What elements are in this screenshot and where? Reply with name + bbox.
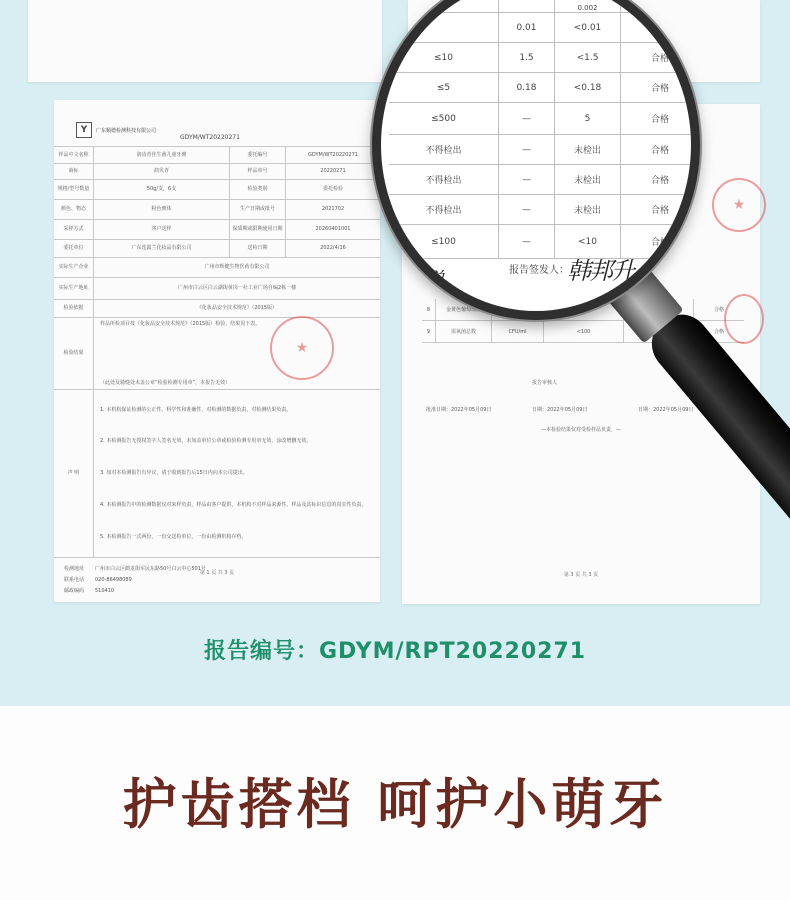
contact-label: 检测地址 [63, 565, 84, 572]
official-seal-icon: ★ [270, 316, 334, 380]
result: 未检出 [555, 195, 621, 224]
form-label: 委托编号 [230, 147, 286, 163]
slogan: 护齿搭档 呵护小萌牙 [122, 773, 668, 836]
detection-limit [499, 0, 555, 12]
statement: 3. 如对本检测报告有异议，请于收到报告后15日内向本公司提出。 [100, 470, 248, 477]
report-number: 报告编号：GDYM/RPT20220271 [203, 639, 587, 664]
detection-limit: — [499, 165, 555, 194]
verdict: 合格 [713, 329, 724, 335]
form-label: 样品单号 [230, 164, 286, 179]
detection-limit: 1.5 [499, 43, 555, 72]
magnifier-lens [372, 0, 700, 320]
form-value: 50g/支，6支 [94, 180, 230, 199]
detection-limit: — [499, 135, 555, 164]
handwritten-signature: 韩邦升 [567, 257, 633, 285]
form-label: 检验结果 [54, 318, 94, 389]
result: <100 [544, 321, 624, 342]
form-value: 2022/4/16 [320, 245, 346, 252]
form-value: 《化妆品安全技术规范》（2015版） [196, 305, 278, 312]
form-row [54, 258, 380, 278]
page-footer: 第 1 页 共 3 页 [199, 570, 235, 576]
form-label: 检验类别 [230, 180, 286, 199]
form-row [54, 200, 380, 220]
statement: 1. 本机构保证检测的公正性、科学性和准确性，对检测的数据负责，对检测结果负责。 [100, 406, 292, 413]
verdict: 合格 [650, 84, 669, 94]
verdict: 合格 [650, 54, 669, 64]
org-name: 广东顺德检测科技有限公司 [96, 127, 157, 134]
form-value: 委托检验 [322, 186, 343, 193]
doc-header [76, 122, 156, 138]
limit: ≤500 [389, 103, 499, 134]
result: <1.5 [555, 43, 621, 72]
detection-limit: — [499, 195, 555, 224]
table-row [389, 13, 699, 43]
form-label: 规格/型号数量 [54, 180, 94, 199]
detection-limit: 0.18 [499, 73, 555, 102]
verdict: 合格 [650, 176, 669, 186]
form-value: 广州市辉健生物医药有限公司 [204, 264, 270, 271]
form-value: 润齿青佳生菌儿童牙膏 [94, 147, 230, 163]
form-label: 实际生产企业 [54, 258, 94, 277]
table-row [389, 135, 699, 165]
item-name: 需氧菌总数 [436, 321, 492, 342]
table-row [389, 43, 699, 73]
magnified-table [381, 0, 691, 311]
table-row [389, 195, 699, 225]
result: <10 [555, 225, 621, 258]
inspection-report-page-1 [54, 100, 380, 602]
form-value: 客户送样 [94, 220, 230, 239]
review-date: 日期：2022年05月09日 [532, 407, 588, 413]
row-number: 8 [422, 299, 436, 320]
form-label: 商标 [54, 164, 94, 179]
form-label: 委托单位 [54, 240, 94, 257]
table-row [389, 0, 699, 13]
contact-value: 510410 [95, 587, 115, 594]
document-partial-top-left [28, 0, 382, 82]
contact-value: 020-86498089 [95, 576, 132, 583]
form-value: GDYM/WT20220271 [308, 151, 358, 158]
limit: ≤100 [389, 225, 499, 258]
limit [389, 0, 499, 12]
item-name: 金黄色葡萄球菌 [436, 299, 492, 320]
doc-number: GDYM/WT20220271 [180, 134, 240, 141]
form-row [54, 300, 380, 318]
form-row [54, 390, 380, 558]
limit [389, 13, 499, 42]
verdict: 合格 [650, 146, 669, 156]
statement: 2. 本检测报告无授权签字人签名无效，未加盖单位公章或检验检测专用章无效，涂改增删无效。 [100, 438, 312, 445]
statement: 4. 本检测报告中的检测数据仅对来样负责，样品由客户提供，本机构不对样品来源性、样品及其标识信息的真实性负责。 [100, 502, 367, 509]
table-row [389, 73, 699, 103]
unit: CFU/ml [492, 321, 544, 342]
official-seal-icon [724, 294, 764, 344]
signer-label: 报告签发人： [509, 265, 569, 276]
form-label: 送检日期 [230, 240, 286, 257]
result: <0.01 [555, 13, 621, 42]
limit: 不得检出 [389, 135, 499, 164]
form-label: 采样方式 [54, 220, 94, 239]
contact-row [54, 586, 380, 596]
form-row [54, 180, 380, 200]
form-row [54, 240, 380, 258]
form-value [94, 318, 380, 389]
report-reviewer-label: 报告审核人 [532, 380, 558, 386]
table-row [389, 103, 699, 135]
verdict: 合格 [713, 307, 724, 313]
form-label: 生产日期或批号 [230, 200, 286, 219]
form-row [54, 146, 380, 164]
form-value: 润贝青 [94, 164, 230, 179]
limit: ≤5 [389, 73, 499, 102]
contact-value: 广州市白云区鹤龙街军民东路50号白云中心501号 [95, 565, 206, 572]
verdict: 合格 [650, 115, 669, 125]
limit: 不得检出 [389, 165, 499, 194]
verdict: 合格 [650, 206, 669, 216]
result-text: 样品所检项目按《化妆品安全技术规范》（2015版）检验，结果见下表。 [100, 321, 261, 327]
form-value: 2021702 [321, 206, 345, 213]
result: 未检出 [555, 135, 621, 164]
verdict [621, 13, 699, 42]
form-label: 实际生产地址 [54, 278, 94, 299]
disclaimer: —本检验结果仅对受检样品负责，— [540, 427, 621, 433]
statement: 5. 本检测报告一式两份，一份交送检单位，一份由检测机构存档。 [100, 533, 247, 540]
contact-label: 邮政编码 [63, 587, 84, 594]
form-value: 粉色膏体 [94, 200, 230, 219]
approval-date: 批准日期：2022年05月09日 [426, 407, 492, 413]
result: 0.002 [555, 0, 621, 12]
form-label: 声 明 [54, 390, 94, 557]
page-footer: 第 3 页 共 3 页 [563, 572, 599, 578]
verdict [621, 0, 699, 12]
form-value: 20220271 [320, 168, 346, 175]
result: 5 [555, 103, 621, 134]
form-row [54, 278, 380, 300]
form-label: 保质期或限期使用日期 [230, 220, 286, 239]
detection-limit: 0.01 [499, 13, 555, 42]
form-value: 20260401001 [315, 226, 351, 233]
form-label: 样品中文名称 [54, 147, 94, 163]
limit: ≤10 [389, 43, 499, 72]
form-row [54, 220, 380, 240]
form-row [54, 164, 380, 180]
stamp-note: （此处及骑缝处未盖公章“检验检测专用章”，本报告无效） [100, 379, 231, 386]
sign-date: 日期：2022年05月09日 [638, 407, 694, 413]
limit: 不得检出 [389, 195, 499, 224]
table-row [389, 225, 699, 259]
row-number: 9 [422, 321, 436, 342]
handwritten-signature: 王总 [409, 269, 445, 290]
form-value: 广州市白云区白云湖街黄岗一社工业广场自编2栋一楼 [177, 285, 297, 292]
magnifier [370, 0, 710, 330]
verdict: 合格 [650, 238, 669, 248]
form-label: 检验依据 [54, 300, 94, 317]
detection-limit: — [499, 103, 555, 134]
result: <0.18 [555, 73, 621, 102]
official-seal-icon: ★ [712, 178, 766, 232]
detection-limit: — [499, 225, 555, 258]
contact-row [54, 575, 380, 585]
form-label: 颜色、物态 [54, 200, 94, 219]
contact-label: 联系电话 [63, 576, 84, 583]
result: 未检出 [555, 165, 621, 194]
statements [94, 390, 380, 557]
lab-logo-icon: Y [76, 122, 92, 138]
table-row [389, 165, 699, 195]
form-value: 广东莲露兰化妆品有限公司 [94, 240, 230, 257]
